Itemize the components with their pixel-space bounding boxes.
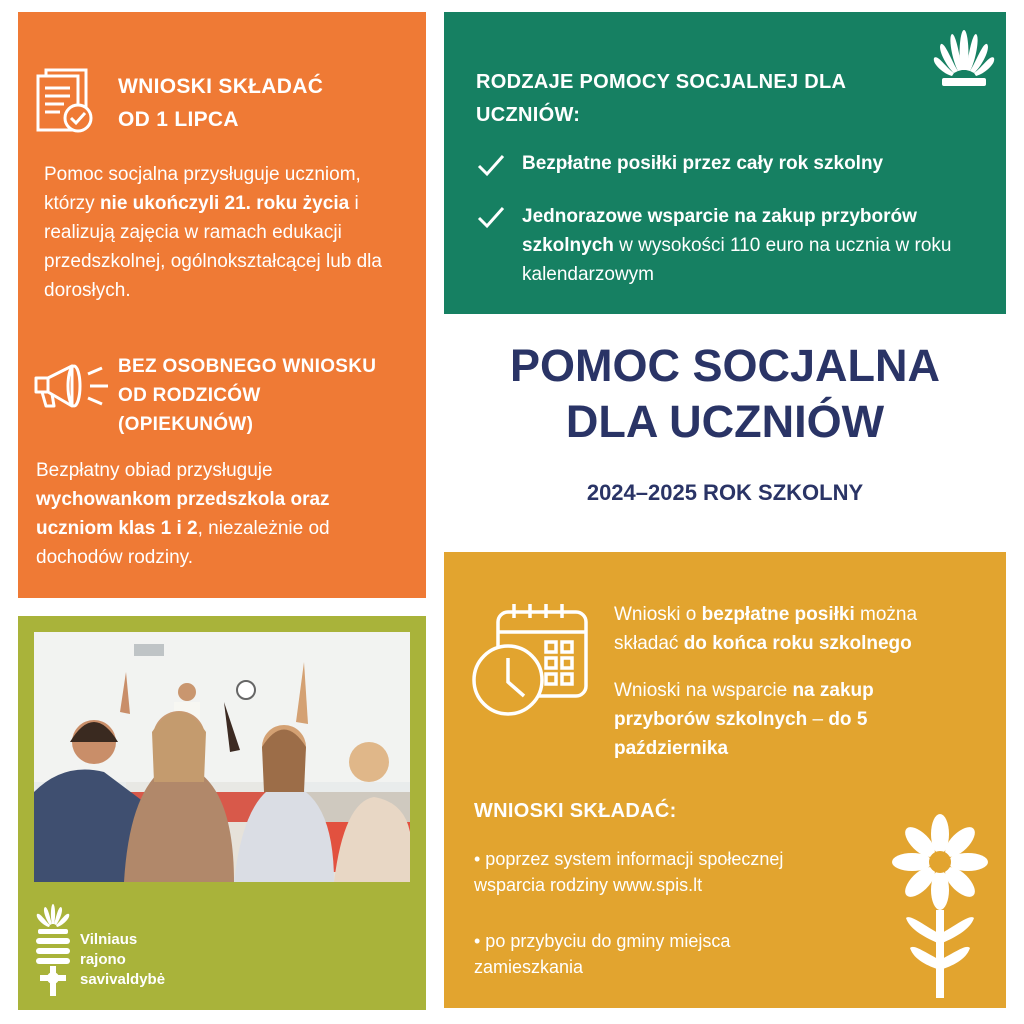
free-meals-text: Bezpłatne posiłki przez cały rok szkolny bbox=[522, 153, 884, 174]
classroom-photo bbox=[34, 632, 410, 882]
list-item-school-supplies bbox=[476, 202, 986, 289]
municipality-logo-icon bbox=[32, 902, 74, 998]
heading-no-application-2: OD RODZICÓW bbox=[118, 385, 261, 406]
eligibility-paragraph: Pomoc socjalna przysługuje uczniom, którzy nie ukończyli 21. roku życia i realizują zajęcia w ramach edukacji przedszkolnej, ogólnokształcącej lub dla dorosłych. bbox=[44, 164, 382, 301]
bullet-gmina: • po przybyciu do gminy miejsca zamieszkania bbox=[474, 931, 731, 977]
checkmark-icon bbox=[476, 150, 506, 180]
page-title bbox=[444, 338, 1006, 450]
document-check-icon bbox=[34, 66, 102, 136]
bullet-spis: • poprzez system informacji społecznej wsparcia rodziny www.spis.lt bbox=[474, 849, 784, 895]
heading-no-application-1: BEZ OSOBNEGO WNIOSKU bbox=[118, 356, 377, 377]
green-panel bbox=[444, 12, 1006, 314]
checkmark-icon bbox=[476, 202, 506, 232]
shell-logo-icon bbox=[932, 26, 996, 88]
school-supplies-text: Jednorazowe wsparcie na zakup przyborów szkolnych w wysokości 110 euro na ucznia w roku kalendarzowym bbox=[522, 206, 952, 285]
olive-panel bbox=[18, 616, 426, 1010]
title-line1: POMOC SOCJALNA bbox=[509, 340, 941, 391]
types-heading-line2: UCZNIÓW: bbox=[476, 104, 581, 126]
calendar-clock-icon bbox=[470, 602, 590, 718]
heading-apply-line2: OD 1 LIPCA bbox=[118, 108, 239, 131]
supplies-deadline: Wnioski na wsparcie na zakup przyborów szkolnych – do 5 października bbox=[614, 680, 874, 759]
free-meals-deadline: Wnioski o bezpłatne posiłki można składać do końca roku szkolnego bbox=[614, 604, 918, 654]
heading-no-application-3: (OPIEKUNÓW) bbox=[118, 414, 254, 435]
list-item-free-meals bbox=[476, 150, 883, 180]
orange-panel bbox=[18, 12, 426, 598]
megaphone-icon bbox=[32, 358, 116, 414]
yellow-panel bbox=[444, 552, 1006, 1008]
types-heading-line1: RODZAJE POMOCY SOCJALNEJ DLA bbox=[476, 71, 847, 93]
school-year-subtitle: 2024–2025 ROK SZKOLNY bbox=[586, 480, 864, 505]
free-lunch-paragraph: Bezpłatny obiad przysługuje wychowankom przedszkola oraz uczniom klas 1 i 2, niezależnie od dochodów rodziny. bbox=[36, 460, 330, 568]
municipality-logo-text: Vilniaus rajono savivaldybė bbox=[80, 931, 166, 988]
heading-apply-line1: WNIOSKI SKŁADAĆ bbox=[118, 75, 324, 98]
title-line2: DLA UCZNIÓW bbox=[565, 396, 885, 447]
where-to-apply-heading: WNIOSKI SKŁADAĆ: bbox=[474, 800, 677, 822]
flower-icon bbox=[892, 814, 988, 1000]
